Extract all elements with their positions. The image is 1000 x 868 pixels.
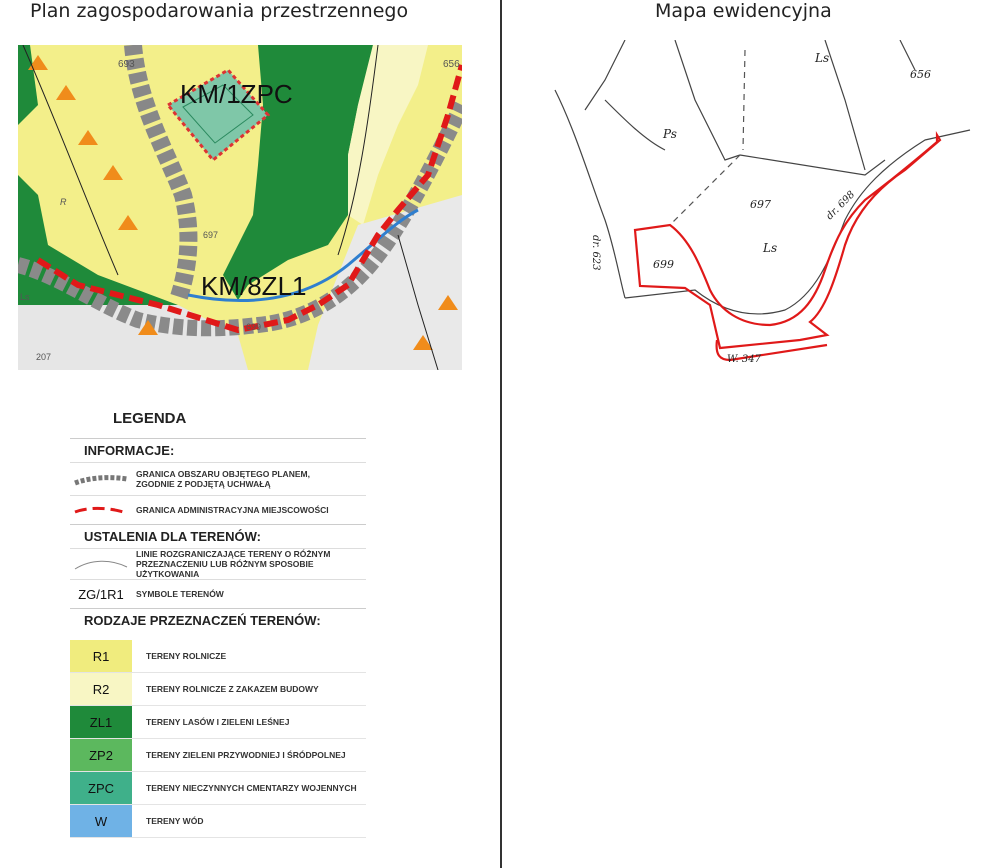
swatch-r1: R1 bbox=[70, 640, 132, 672]
legend-category-r2 bbox=[70, 673, 366, 706]
category-w-desc: TERENY WÓD bbox=[146, 816, 204, 826]
category-zp2-desc: TERENY ZIELENI PRZYWODNIEJ I ŚRÓDPOLNEJ bbox=[146, 750, 346, 760]
plan-boundary-text-1: GRANICA OBSZARU OBJĘTEGO PLANEM, bbox=[136, 469, 310, 479]
category-zpc-desc: TERENY NIECZYNNYCH CMENTARZY WOJENNYCH bbox=[146, 783, 357, 793]
cad-label-ls-top: Ls bbox=[815, 51, 830, 65]
legend-row-dividing-lines bbox=[70, 548, 366, 579]
category-r1-desc: TERENY ROLNICZE bbox=[146, 651, 227, 661]
cadastral-title: Mapa ewidencyjna bbox=[655, 0, 832, 22]
legend-ustalenia-header: USTALENIA DLA TERENÓW: bbox=[70, 524, 366, 548]
plan-parcel-697: 697 bbox=[203, 230, 219, 240]
swatch-w: W bbox=[70, 805, 132, 837]
swatch-zp2: ZP2 bbox=[70, 739, 132, 771]
legend-row-plan-boundary bbox=[70, 462, 366, 495]
plan-boundary-symbol bbox=[70, 472, 132, 486]
plan-symbol-ls: Ls bbox=[20, 292, 30, 302]
swatch-zpc: ZPC bbox=[70, 772, 132, 804]
cadastral-map bbox=[545, 40, 975, 370]
plan-label-zl: KM/8ZL1 bbox=[201, 271, 307, 301]
legend-row-admin-boundary bbox=[70, 495, 366, 524]
legend-category-w bbox=[70, 805, 366, 838]
legend-info-header: INFORMACJE: bbox=[70, 438, 366, 462]
plan-parcel-693: 693 bbox=[118, 59, 135, 70]
legend-category-zp2 bbox=[70, 739, 366, 772]
legend-row-symbols bbox=[70, 579, 366, 608]
category-zl1-desc: TERENY LASÓW I ZIELENI LEŚNEJ bbox=[146, 717, 290, 727]
plan-parcel-699: 699 bbox=[246, 322, 262, 332]
cad-label-ls-center: Ls bbox=[763, 241, 778, 255]
legend-panel bbox=[70, 438, 366, 838]
cad-label-697: 697 bbox=[750, 198, 771, 211]
cad-label-656: 656 bbox=[910, 68, 931, 81]
legend-category-zl1 bbox=[70, 706, 366, 739]
legend-rodzaje-header: RODZAJE PRZEZNACZEŃ TERENÓW: bbox=[70, 608, 366, 636]
category-r2-desc: TERENY ROLNICZE Z ZAKAZEM BUDOWY bbox=[146, 684, 319, 694]
cad-label-ps: Ps bbox=[663, 127, 677, 141]
dividing-line-symbol bbox=[70, 557, 132, 571]
swatch-zl1: ZL1 bbox=[70, 706, 132, 738]
dividing-lines-text-2: PRZEZNACZENIU LUB RÓŻNYM SPOSOBIE UŻYTKOWANIA bbox=[136, 559, 314, 579]
plan-symbol-r: R bbox=[60, 197, 67, 207]
cad-label-699: 699 bbox=[653, 258, 674, 271]
zoning-plan-map bbox=[18, 45, 462, 370]
legend-category-zpc bbox=[70, 772, 366, 805]
plan-title: Plan zagospodarowania przestrzennego bbox=[30, 0, 409, 22]
legend-title: LEGENDA bbox=[113, 410, 187, 427]
dividing-lines-text-1: LINIE ROZGRANICZAJĄCE TERENY O RÓŻNYM bbox=[136, 549, 331, 559]
cad-label-w347: W. 347 bbox=[727, 354, 761, 365]
legend-category-r1 bbox=[70, 640, 366, 673]
panel-divider bbox=[500, 0, 502, 868]
plan-boundary-text-2: ZGODNIE Z PODJĘTĄ UCHWAŁĄ bbox=[136, 479, 271, 489]
plan-parcel-207: 207 bbox=[36, 352, 52, 362]
zone-symbol-example: ZG/1R1 bbox=[78, 586, 124, 602]
swatch-r2: R2 bbox=[70, 673, 132, 705]
admin-boundary-symbol bbox=[70, 503, 132, 517]
plan-label-zpc: KM/1ZPC bbox=[180, 79, 293, 109]
cad-label-dr623: dr. 623 bbox=[590, 235, 601, 271]
plan-parcel-656: 656 bbox=[443, 59, 460, 70]
zone-symbol-text: SYMBOLE TERENÓW bbox=[136, 589, 224, 599]
cad-label-dr698: dr. 698 bbox=[824, 189, 858, 223]
admin-boundary-text: GRANICA ADMINISTRACYJNA MIEJSCOWOŚCI bbox=[136, 505, 329, 515]
